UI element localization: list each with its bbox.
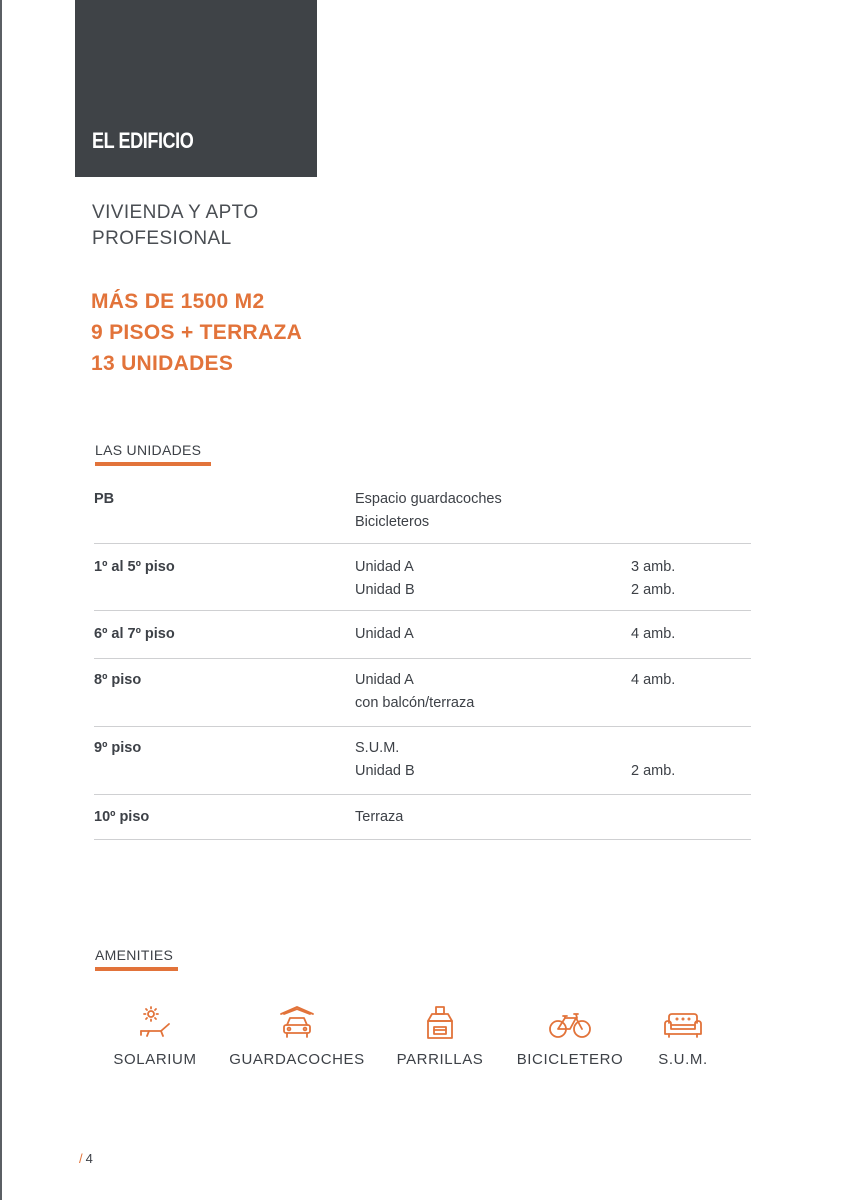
amenities-list	[0, 1005, 847, 1085]
highlight-floors: 9 PISOS + TERRAZA	[91, 321, 303, 344]
highlight-units: 13 UNIDADES	[91, 352, 234, 375]
amenity-parrillas	[390, 1005, 490, 1068]
unit-description: Bicicleteros	[355, 514, 430, 530]
table-row	[94, 659, 751, 727]
subtitle-line-1: VIVIENDA Y APTO	[92, 202, 259, 223]
car-garage-icon	[277, 1005, 317, 1041]
highlight-area: MÁS DE 1500 M2	[91, 290, 265, 313]
unit-floor: 10º piso	[94, 809, 150, 825]
unit-rooms: 2 amb.	[631, 582, 676, 598]
page-number-slash: /	[79, 1151, 83, 1166]
building-highlights	[91, 286, 302, 379]
bicycle-icon	[548, 1005, 592, 1041]
unit-floor: 1º al 5º piso	[94, 559, 175, 575]
page-title: EL EDIFICIO	[92, 128, 194, 153]
header-block	[75, 0, 317, 177]
unit-rooms: 4 amb.	[631, 626, 676, 642]
unit-floor: PB	[94, 491, 115, 507]
amenities-section-label: AMENITIES	[95, 947, 174, 963]
amenity-label: S.U.M.	[658, 1051, 708, 1068]
unit-description: con balcón/terraza	[355, 695, 475, 711]
table-row	[94, 544, 751, 611]
table-row	[94, 488, 751, 544]
unit-floor: 6º al 7º piso	[94, 626, 175, 642]
subtitle-line-2: PROFESIONAL	[92, 228, 232, 249]
unit-description: Unidad B	[355, 582, 415, 598]
units-section-underline	[95, 462, 211, 466]
page-number	[79, 1151, 93, 1166]
table-row	[94, 611, 751, 659]
amenity-bicicletero	[515, 1005, 625, 1068]
building-type-subtitle	[92, 200, 259, 252]
unit-rooms: 2 amb.	[631, 763, 676, 779]
unit-description: S.U.M.	[355, 740, 400, 756]
unit-description: Unidad A	[355, 559, 414, 575]
unit-rooms: 3 amb.	[631, 559, 676, 575]
page-number-value: 4	[85, 1151, 93, 1166]
unit-rooms: 4 amb.	[631, 672, 676, 688]
amenity-label: PARRILLAS	[396, 1051, 484, 1068]
sofa-icon	[661, 1005, 705, 1041]
unit-description: Unidad A	[355, 626, 414, 642]
amenity-label: SOLARIUM	[113, 1051, 197, 1068]
unit-description: Terraza	[355, 809, 404, 825]
units-table	[94, 488, 751, 840]
unit-description: Unidad B	[355, 763, 415, 779]
unit-floor: 9º piso	[94, 740, 142, 756]
unit-description: Espacio guardacoches	[355, 491, 502, 507]
table-row	[94, 795, 751, 840]
amenity-sum	[643, 1005, 723, 1068]
amenity-label: GUARDACOCHES	[229, 1051, 365, 1068]
unit-description: Unidad A	[355, 672, 414, 688]
amenity-label: BICICLETERO	[516, 1051, 624, 1068]
grill-icon	[420, 1005, 460, 1041]
amenities-section-underline	[95, 967, 178, 971]
table-row	[94, 727, 751, 795]
amenity-guardacoches	[227, 1005, 367, 1068]
unit-floor: 8º piso	[94, 672, 142, 688]
units-section-label: LAS UNIDADES	[95, 442, 202, 458]
amenity-solarium	[105, 1005, 205, 1068]
sun-lounger-icon	[135, 1005, 175, 1041]
